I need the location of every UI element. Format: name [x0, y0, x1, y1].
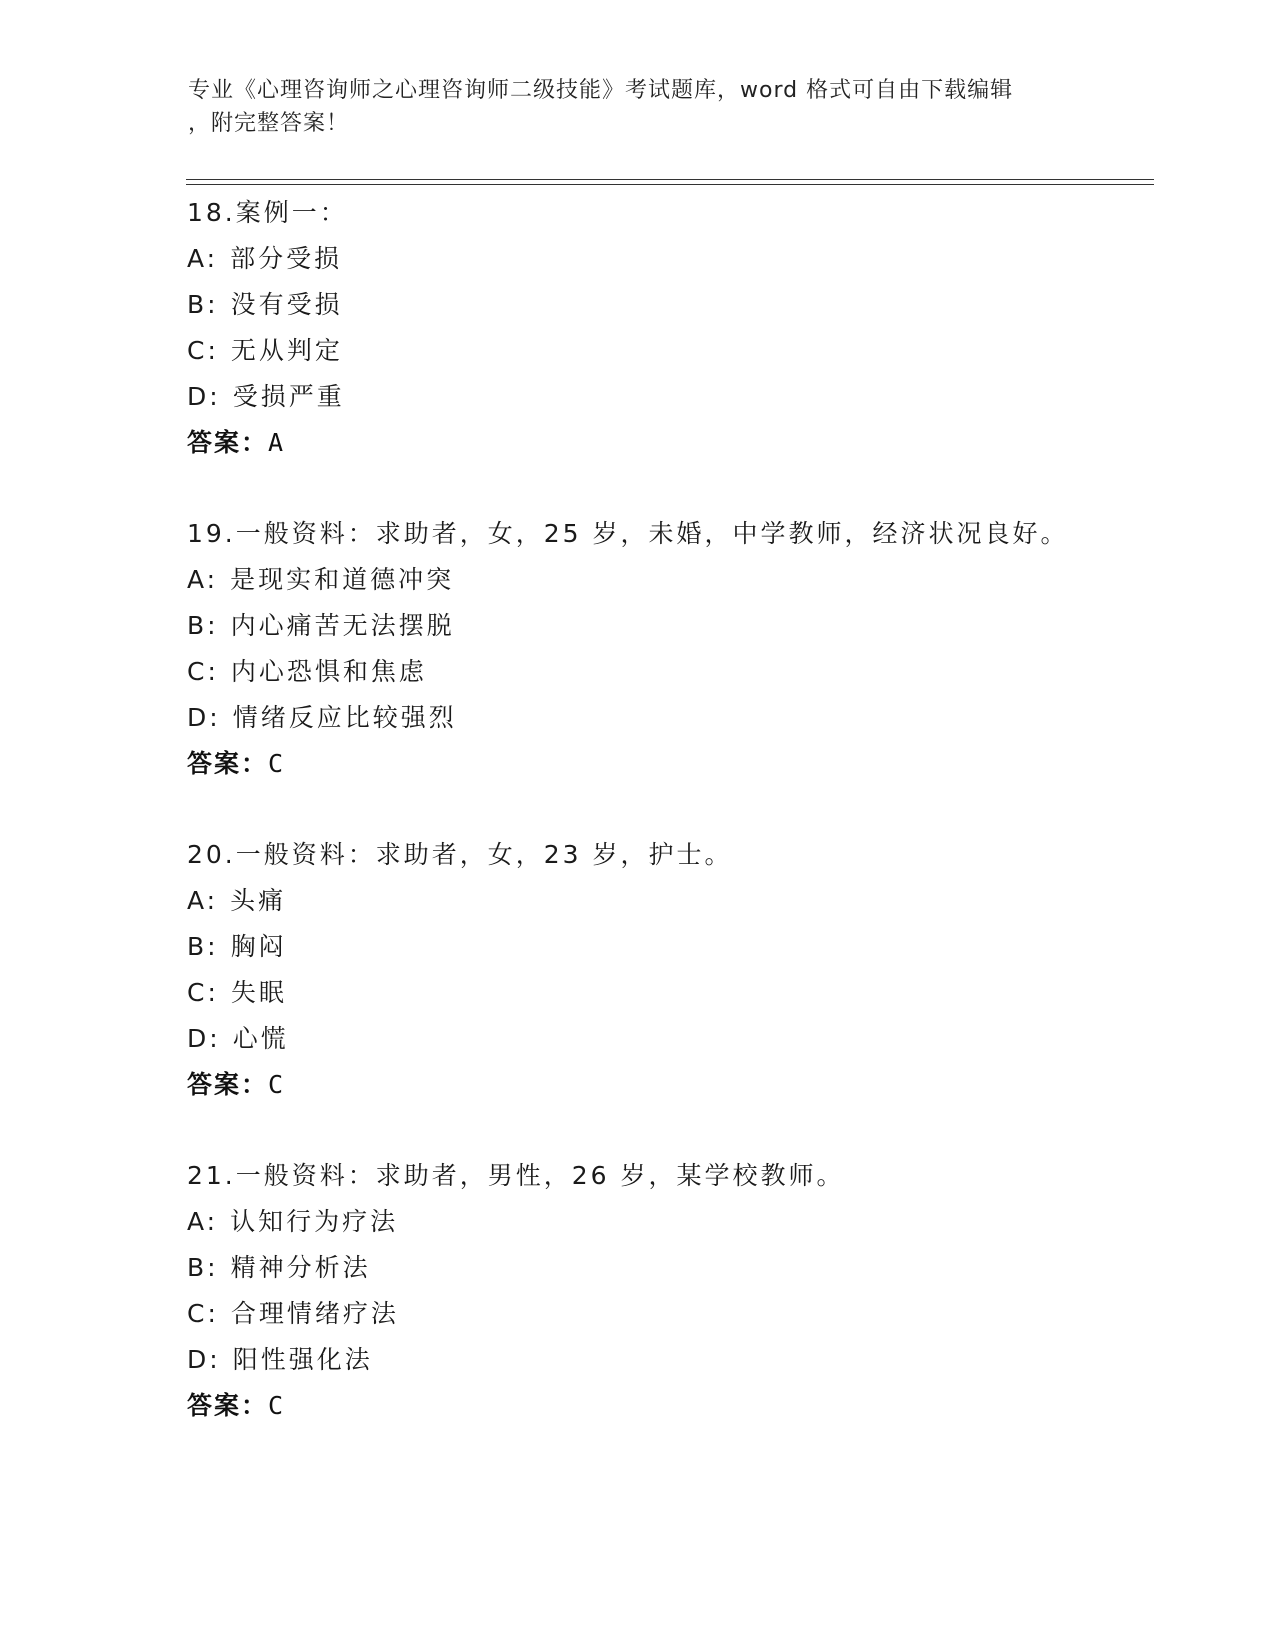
question-stem: 19.一般资料：求助者，女，25 岁，未婚，中学教师，经济状况良好。 [187, 519, 1069, 548]
option-a [187, 557, 1147, 603]
question-stem: 18.案例一： [187, 198, 348, 227]
question-stem: 20.一般资料：求助者，女，23 岁，护士。 [187, 840, 733, 869]
option-key: A: [187, 1207, 219, 1236]
option-key: C: [187, 1299, 219, 1328]
option-a [187, 236, 1147, 282]
option-key: A: [187, 244, 219, 273]
answer-line [187, 741, 1147, 787]
answer-value: C [268, 1391, 286, 1420]
header-divider-top [186, 179, 1154, 180]
option-d [187, 374, 1147, 420]
option-text: 认知行为疗法 [230, 1207, 399, 1236]
option-text: 内心恐惧和焦虑 [230, 657, 427, 686]
option-a [187, 1199, 1147, 1245]
option-key: B: [187, 932, 219, 961]
option-text: 无从判定 [230, 336, 343, 365]
option-text: 精神分析法 [230, 1253, 371, 1282]
option-key: C: [187, 336, 219, 365]
option-c [187, 649, 1147, 695]
option-text: 头痛 [230, 886, 287, 915]
option-a [187, 878, 1147, 924]
answer-value: C [268, 1070, 286, 1099]
question-stem: 21.一般资料：求助者，男性，26 岁，某学校教师。 [187, 1161, 845, 1190]
option-text: 情绪反应比较强烈 [232, 703, 457, 732]
answer-label: 答案： [187, 1070, 269, 1099]
question-21 [187, 1153, 1147, 1429]
option-b [187, 1245, 1147, 1291]
question-20 [187, 832, 1147, 1108]
option-key: C: [187, 978, 219, 1007]
option-b [187, 924, 1147, 970]
document-header [188, 74, 1088, 140]
option-key: A: [187, 886, 219, 915]
option-text: 胸闷 [230, 932, 287, 961]
option-text: 内心痛苦无法摆脱 [230, 611, 455, 640]
option-b [187, 603, 1147, 649]
answer-line [187, 1383, 1147, 1429]
option-d [187, 1337, 1147, 1383]
option-text: 失眠 [230, 978, 287, 1007]
answer-label: 答案： [187, 1391, 269, 1420]
answer-label: 答案： [187, 428, 269, 457]
option-key: D: [187, 1345, 221, 1374]
header-divider-bottom [186, 184, 1154, 185]
option-text: 合理情绪疗法 [230, 1299, 399, 1328]
option-text: 是现实和道德冲突 [230, 565, 455, 594]
option-key: B: [187, 1253, 219, 1282]
option-key: D: [187, 382, 221, 411]
answer-line [187, 420, 1147, 466]
option-text: 受损严重 [232, 382, 345, 411]
question-list [187, 190, 1147, 1474]
question-19 [187, 511, 1147, 787]
question-18 [187, 190, 1147, 466]
option-text: 部分受损 [230, 244, 343, 273]
answer-value: A [268, 428, 286, 457]
answer-value: C [268, 749, 286, 778]
option-b [187, 282, 1147, 328]
header-line-2: ，附完整答案！ [188, 111, 350, 136]
option-key: A: [187, 565, 219, 594]
option-c [187, 328, 1147, 374]
header-line-1: 专业《心理咨询师之心理咨询师二级技能》考试题库，word 格式可自由下载编辑 [188, 78, 1014, 103]
option-key: C: [187, 657, 219, 686]
option-text: 没有受损 [230, 290, 343, 319]
option-key: B: [187, 611, 219, 640]
answer-line [187, 1062, 1147, 1108]
option-text: 阳性强化法 [232, 1345, 373, 1374]
answer-label: 答案： [187, 749, 269, 778]
option-key: B: [187, 290, 219, 319]
option-key: D: [187, 703, 221, 732]
option-d [187, 1016, 1147, 1062]
option-c [187, 1291, 1147, 1337]
option-d [187, 695, 1147, 741]
option-key: D: [187, 1024, 221, 1053]
option-text: 心慌 [232, 1024, 289, 1053]
option-c [187, 970, 1147, 1016]
